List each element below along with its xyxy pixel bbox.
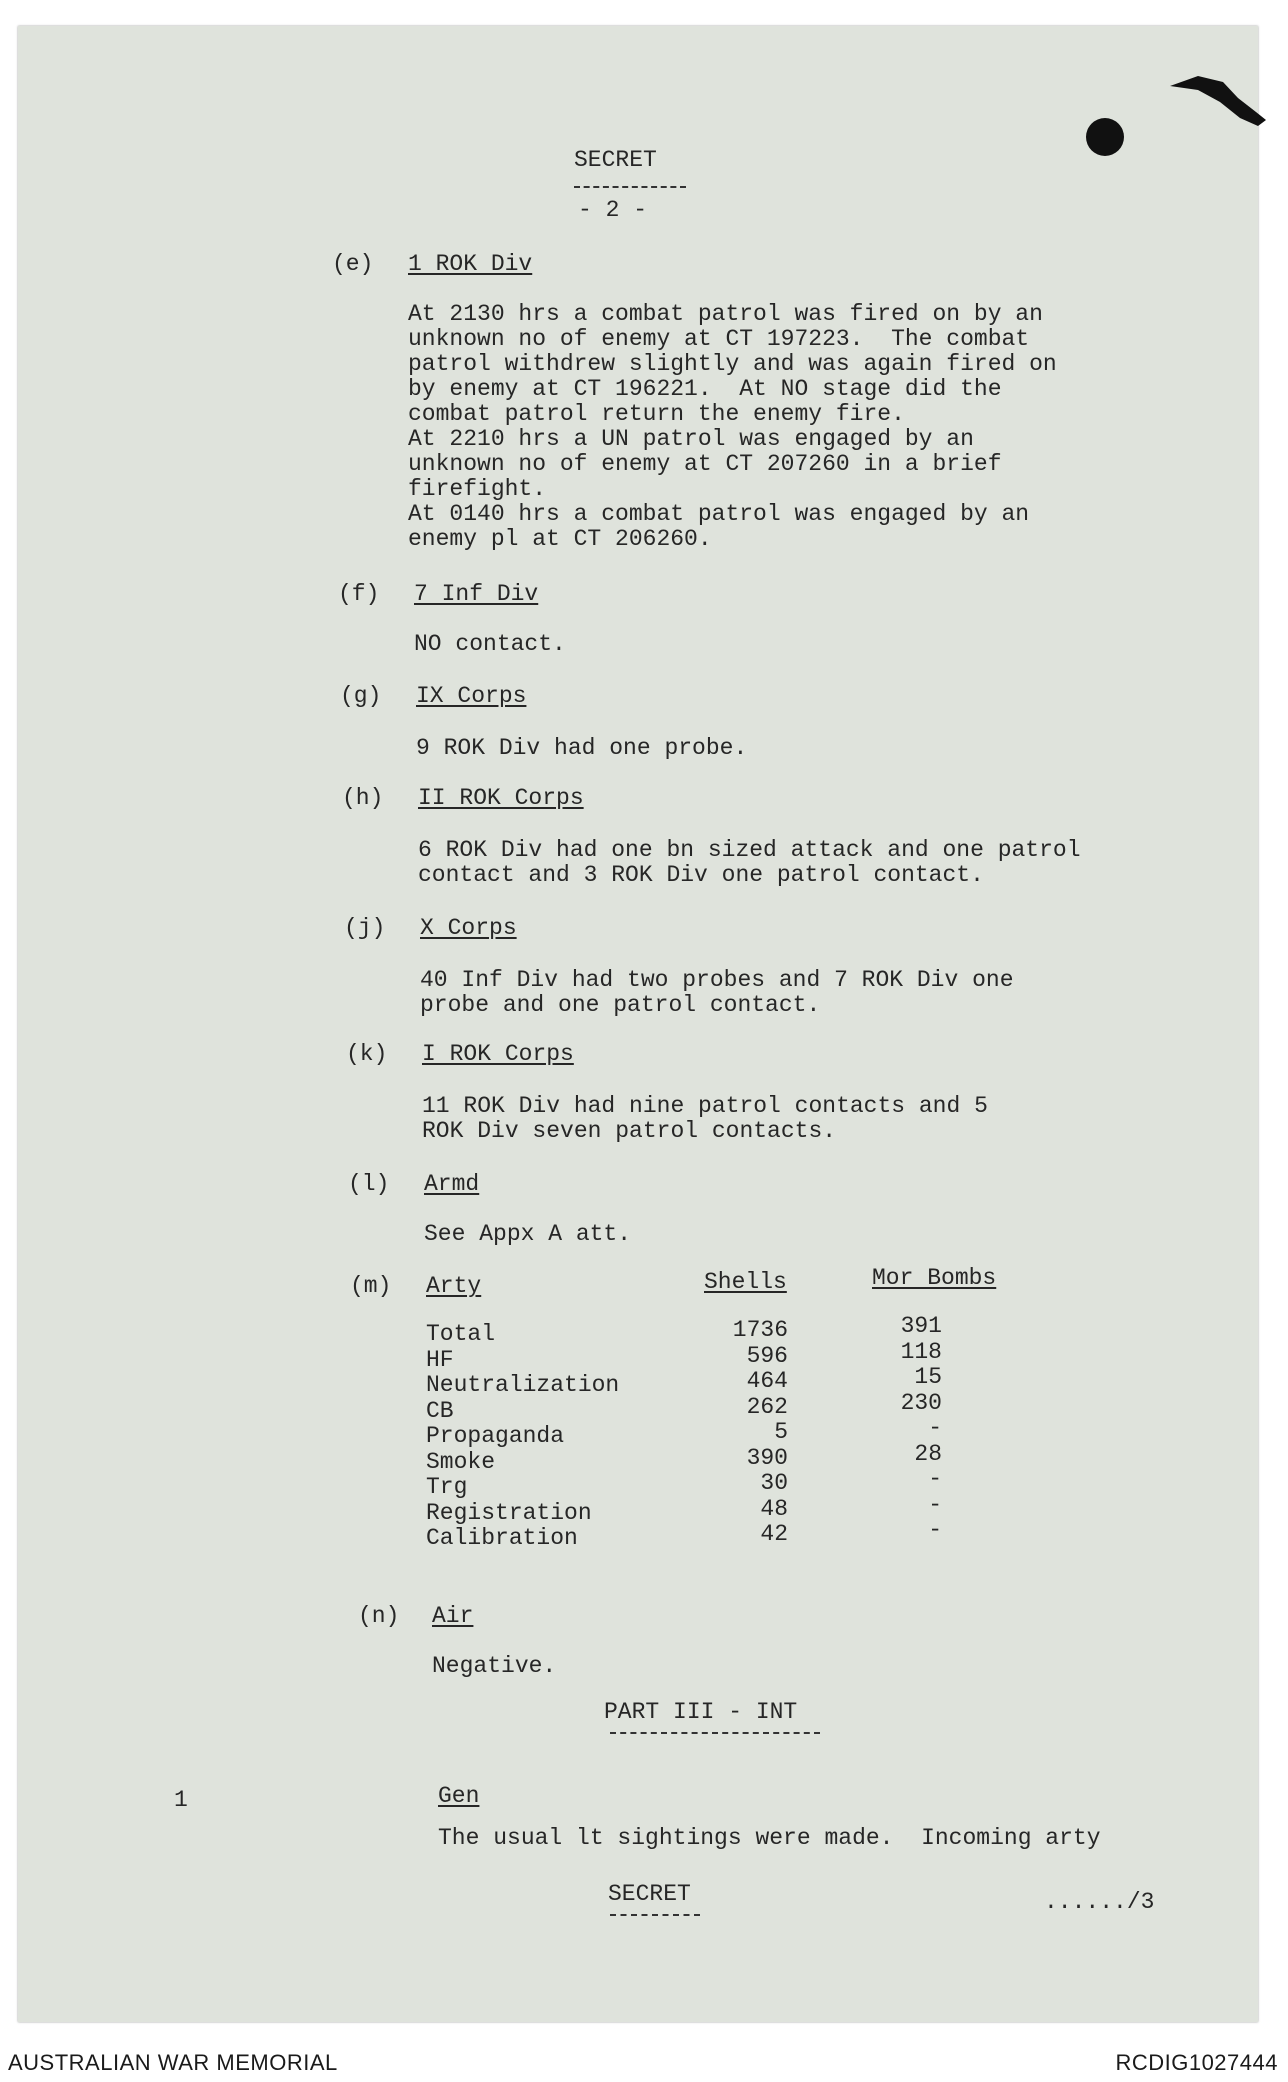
arty-mor-value: -	[928, 1466, 942, 1492]
section-letter: (l)	[348, 1171, 390, 1197]
section-title: 1 ROK Div	[408, 251, 533, 277]
arty-shells-value: 1736	[732, 1317, 788, 1343]
section-letter: (n)	[358, 1603, 400, 1629]
header-underline	[574, 186, 686, 188]
arty-row-label: Propaganda	[426, 1423, 565, 1449]
arty-shells-value: 5	[774, 1419, 788, 1445]
arty-row-label: Total	[426, 1321, 496, 1347]
arty-mor-header: Mor Bombs	[872, 1265, 997, 1291]
section-title: I ROK Corps	[422, 1041, 574, 1067]
punch-hole	[1086, 118, 1124, 156]
arty-mor-value: -	[928, 1517, 942, 1543]
part3-paragraph-number: 1	[174, 1787, 188, 1813]
arty-shells-value: 596	[746, 1342, 788, 1369]
section-body: 40 Inf Div had two probes and 7 ROK Div one probe and one patrol contact.	[420, 967, 1014, 1018]
arty-row-label: HF	[426, 1346, 454, 1373]
section-title: II ROK Corps	[418, 785, 584, 811]
section-body: 9 ROK Div had one probe.	[416, 735, 748, 761]
arty-mor-value: 15	[914, 1364, 942, 1390]
section-letter: (g)	[340, 683, 382, 709]
arty-shells-header: Shells	[704, 1269, 787, 1295]
footer-left-credit: AUSTRALIAN WAR MEMORIAL	[8, 2050, 338, 2075]
part3-heading: PART III - INT	[604, 1699, 798, 1725]
arty-shells-value: 262	[746, 1393, 788, 1420]
section-body: At 2130 hrs a combat patrol was fired on by an unknown no of enemy at CT 197223. The combat patrol withdrew slightly and was again fired on by enemy at CT 196221. At NO stage did the combat patrol return the enemy fire. At 2210 hrs a UN patrol was engaged by an unknown no of enemy at CT 207260 in a brief firefight. At 0140 hrs a combat patrol was engaged by an enemy pl at CT 206260.	[408, 301, 1057, 552]
page-number: - 2 -	[578, 197, 648, 223]
air-body: Negative.	[432, 1653, 557, 1679]
arty-row-label: Trg	[426, 1474, 468, 1500]
part3-title: Gen	[438, 1783, 480, 1809]
continuation-marker: ....../3	[1044, 1889, 1155, 1915]
section-body: 11 ROK Div had nine patrol contacts and 5 ROK Div seven patrol contacts.	[422, 1093, 988, 1144]
footer-right-id: RCDIG1027444	[1115, 2050, 1278, 2075]
section-letter: (m)	[350, 1273, 392, 1299]
part3-body: The usual lt sightings were made. Incoming arty	[438, 1825, 1101, 1851]
arty-title: Arty	[426, 1273, 482, 1299]
bottom-classification-underline	[610, 1914, 700, 1916]
arty-shells-value: 30	[760, 1470, 788, 1496]
arty-mor-value: -	[928, 1415, 942, 1441]
section-title: IX Corps	[416, 683, 527, 709]
arty-row-label: Registration	[426, 1499, 592, 1526]
part3-heading-underline	[610, 1732, 820, 1734]
section-title: X Corps	[420, 915, 517, 941]
arty-mor-value: 230	[900, 1389, 942, 1416]
arty-mor-value: -	[928, 1491, 942, 1518]
section-letter: (f)	[338, 581, 380, 607]
section-body: See Appx A att.	[424, 1221, 632, 1247]
section-letter: (h)	[342, 785, 384, 811]
arty-row-label: CB	[426, 1397, 454, 1424]
arty-mor-value: 391	[900, 1313, 942, 1339]
section-body: NO contact.	[414, 631, 566, 657]
document-sheet	[18, 26, 1258, 2022]
arty-mor-value: 118	[900, 1338, 942, 1365]
arty-shells-value: 390	[746, 1444, 788, 1471]
arty-shells-value: 42	[760, 1521, 788, 1547]
section-letter: (e)	[332, 251, 374, 277]
header-classification: SECRET	[574, 147, 657, 173]
section-title: Armd	[424, 1171, 480, 1197]
air-title: Air	[432, 1603, 474, 1629]
section-letter: (j)	[344, 915, 386, 941]
arty-row-label: Neutralization	[426, 1372, 620, 1398]
arty-row-label: Smoke	[426, 1448, 496, 1475]
arty-labels	[426, 1322, 619, 1552]
arty-row-label: Calibration	[426, 1525, 578, 1551]
torn-corner-mark	[1168, 68, 1268, 138]
section-title: 7 Inf Div	[414, 581, 539, 607]
section-body: 6 ROK Div had one bn sized attack and one patrol contact and 3 ROK Div one patrol contact.	[418, 837, 1081, 888]
section-letter: (k)	[346, 1041, 388, 1067]
arty-mor-values	[838, 1314, 942, 1544]
bottom-classification: SECRET	[608, 1881, 691, 1907]
arty-shells-value: 464	[746, 1368, 788, 1394]
arty-shells-values	[678, 1318, 788, 1548]
arty-shells-value: 48	[760, 1495, 788, 1522]
arty-mor-value: 28	[914, 1440, 942, 1467]
